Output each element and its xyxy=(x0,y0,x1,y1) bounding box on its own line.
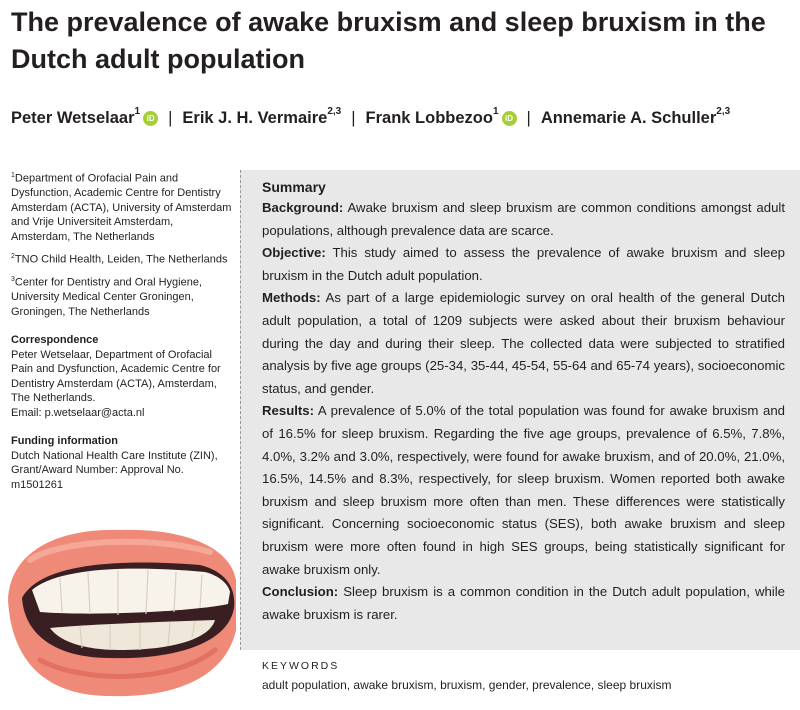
orcid-icon[interactable]: iD xyxy=(143,111,158,126)
correspondence-email[interactable]: Email: p.wetselaar@acta.nl xyxy=(11,406,145,419)
funding-text: Dutch National Health Care Institute (ZIN), Grant/Award Number: Approval No. m1501261 xyxy=(11,449,218,491)
author-list xyxy=(11,108,796,128)
author[interactable]: Frank Lobbezoo$^1$iD xyxy=(366,109,517,127)
funding-heading: Funding information xyxy=(11,435,118,448)
summary xyxy=(262,177,785,626)
summary-results: Results: A prevalence of 5.0% of the total population was found for awake bruxism and of 16.5% for sleep bruxism. Regarding the five age groups, prevalence of 6.5%, 7.8%, 4.0%, 3.2% and 3.0%, respectively, were found for awake bruxism, and of 20.0%, 21.0%, 16.5%, 14.5% and 8.3%, respectively, for sleep bruxism. Women reported both awake bruxism and sleep bruxism more often than men. These differences were statistically significant. Concerning socioeconomic status (SES), both awake bruxism and sleep bruxism were more often found in high SES groups, being statistically significant for awake bruxism only. xyxy=(262,403,785,577)
correspondence-text: Peter Wetselaar, Department of Orofacial Pain and Dysfunction, Academic Centre for Dentistry Amsterdam (ACTA), Amsterdam, The Netherlands. xyxy=(11,348,221,405)
affiliation: $^2$TNO Child Health, Leiden, The Netherlands xyxy=(11,253,228,266)
orcid-icon[interactable]: iD xyxy=(502,111,517,126)
author-separator: | xyxy=(526,108,531,127)
author-separator: | xyxy=(351,108,356,127)
author[interactable]: Peter Wetselaar$^1$iD xyxy=(11,109,158,127)
author[interactable]: Erik J. H. Vermaire$^{2,3}$ xyxy=(182,106,342,127)
summary-heading: Summary xyxy=(262,179,326,195)
summary-objective: Objective: This study aimed to assess the prevalence of awake bruxism and sleep bruxism in the Dutch adult population. xyxy=(262,245,785,283)
summary-conclusion: Conclusion: Sleep bruxism is a common condition in the Dutch adult population, while awake bruxism is rarer. xyxy=(262,584,785,622)
keywords-heading: KEYWORDS xyxy=(262,660,340,672)
mouth-teeth-illustration xyxy=(0,520,238,700)
keywords-list: adult population, awake bruxism, bruxism, gender, prevalence, sleep bruxism xyxy=(262,678,672,692)
affiliation: $^1$Department of Orofacial Pain and Dysfunction, Academic Centre for Dentistry Amsterdam (ACTA), University of Amsterdam and Vrije Universiteit Amsterdam, Amsterdam, The Netherlands xyxy=(11,172,232,243)
article-title: The prevalence of awake bruxism and sleep bruxism in the Dutch adult population xyxy=(11,7,766,74)
sidebar-info xyxy=(11,169,233,498)
affiliation: $^3$Center for Dentistry and Oral Hygiene, University Medical Center Groningen, Groningen, The Netherlands xyxy=(11,276,202,318)
correspondence-heading: Correspondence xyxy=(11,334,99,347)
summary-methods: Methods: As part of a large epidemiologic survey on oral health of the general Dutch adult population, a total of 1209 subjects were asked about their bruxism behaviour during the day and during their sleep. The collected data were subjected to stratified analysis by five age groups (25-34, 35-44, 45-54, 55-64 and 65-74 years), socioeconomic status, and gender. xyxy=(262,290,785,396)
author[interactable]: Annemarie A. Schuller$^{2,3}$ xyxy=(540,106,731,127)
summary-background: Background: Awake bruxism and sleep bruxism are common conditions amongst adult populations, although prevalence data are scarce. xyxy=(262,200,785,238)
author-separator: | xyxy=(168,108,173,127)
